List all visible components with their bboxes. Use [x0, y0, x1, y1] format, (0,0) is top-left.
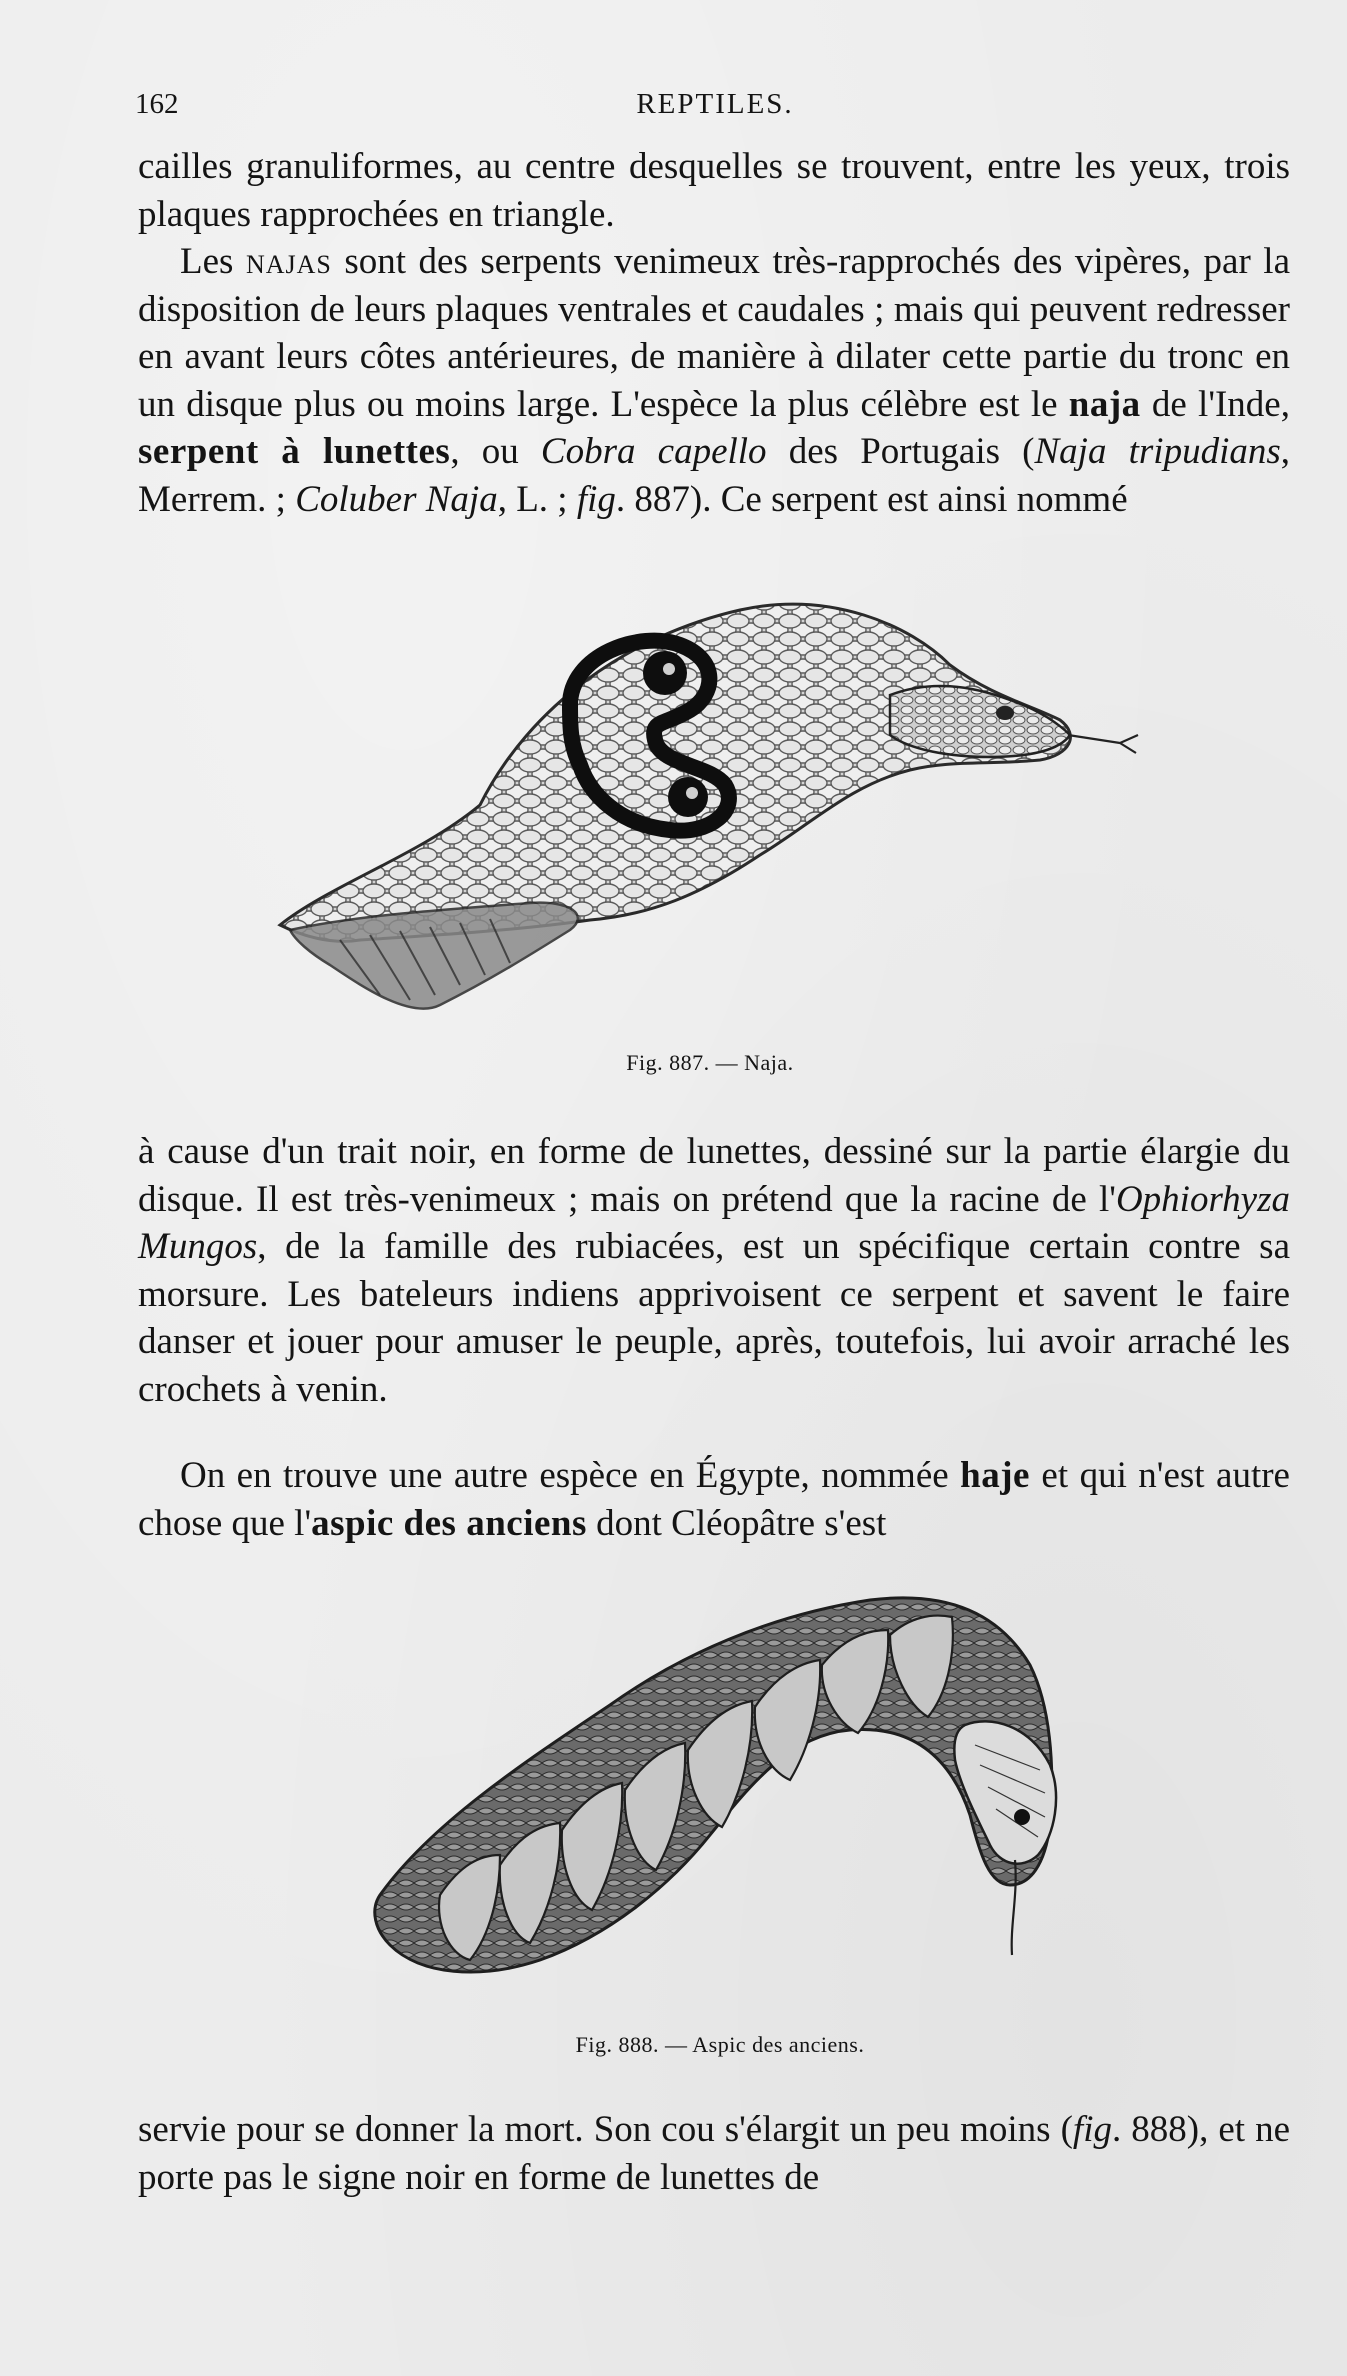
page-number: 162	[135, 88, 179, 120]
text-run: , de la famille des rubiacées, est un spécifique certain contre sa morsure. Les bateleurs indiens apprivoisent ce serpent et savent le faire danser et jouer pour amuser le peuple, après, toutefois, lui avoir arraché les crochets à venin.	[138, 1226, 1290, 1410]
paragraph-4	[138, 1452, 1290, 1547]
text-run: On en trouve une autre espèce en Égypte, nommée	[180, 1455, 961, 1496]
asp-icon	[350, 1565, 1090, 1995]
text-run: servie pour se donner la mort. Son cou s'élargit un peu moins (	[138, 2109, 1073, 2150]
text-run: , Merrem. ;	[138, 431, 1291, 520]
running-title: REPTILES.	[636, 88, 794, 120]
term-serpent-a-lunettes: serpent à lunettes	[138, 431, 451, 472]
figure-888	[350, 1565, 1090, 1995]
paragraph-5	[138, 2106, 1290, 2201]
text-run: Les	[180, 241, 246, 282]
term-cobra-capello: Cobra capello	[540, 431, 767, 472]
term-haje: haje	[960, 1455, 1030, 1496]
text-run: . 888), et ne porte pas le signe noir en forme de lunettes de	[138, 2109, 1290, 2198]
text-run: . 887). Ce serpent est ainsi nommé	[615, 478, 1128, 520]
text-run: à cause d'un trait noir, en forme de lunettes, dessiné sur la partie élargie du disque. Il est très-venimeux ; mais on prétend que la racine de l'	[138, 1131, 1290, 1220]
term-ophiorhyza-mungos: Ophiorhyza Mungos	[138, 1178, 1290, 1267]
text-run: sont des serpents venimeux très-rapprochés des vipères, par la disposition de leurs plaques ventrales et caudales ; mais qui peuvent redresser en avant leurs côtes antérieures, de manière à dilater cette partie du tronc en un disque plus ou moins large. L'espèce la plus célèbre est le	[138, 241, 1290, 425]
term-naja-tripudians: Naja tripudians	[1034, 431, 1281, 472]
page-header	[135, 88, 1295, 128]
fig-ref: fig	[576, 478, 616, 520]
cobra-hood-icon	[270, 585, 1170, 1045]
text-run: , L. ;	[497, 478, 577, 520]
text-run: et qui n'est autre chose que l'	[138, 1455, 1290, 1544]
term-coluber-naja: Coluber Naja	[295, 478, 498, 520]
figure-888-caption: Fig. 888. — Aspic des anciens.	[575, 2032, 865, 2057]
paragraph-2	[138, 238, 1290, 523]
text-run: dont Cléopâtre s'est	[586, 1502, 887, 1544]
paragraph-3	[138, 1128, 1290, 1413]
term-naja: naja	[1068, 383, 1141, 425]
term-aspic-des-anciens: aspic des anciens	[311, 1502, 587, 1544]
text-run: de l'Inde,	[1140, 383, 1290, 425]
paragraph-1: cailles granuliformes, au centre desquelles se trouvent, entre les yeux, trois plaques rapprochées en triangle.	[138, 146, 1290, 235]
fig-ref: fig	[1072, 2109, 1112, 2150]
figure-887-caption: Fig. 887. — Naja.	[626, 1050, 794, 1075]
term-najas: najas	[245, 241, 332, 282]
text-run: des Portugais (	[766, 431, 1035, 472]
figure-887	[270, 585, 1170, 1045]
text-run: , ou	[450, 431, 541, 472]
